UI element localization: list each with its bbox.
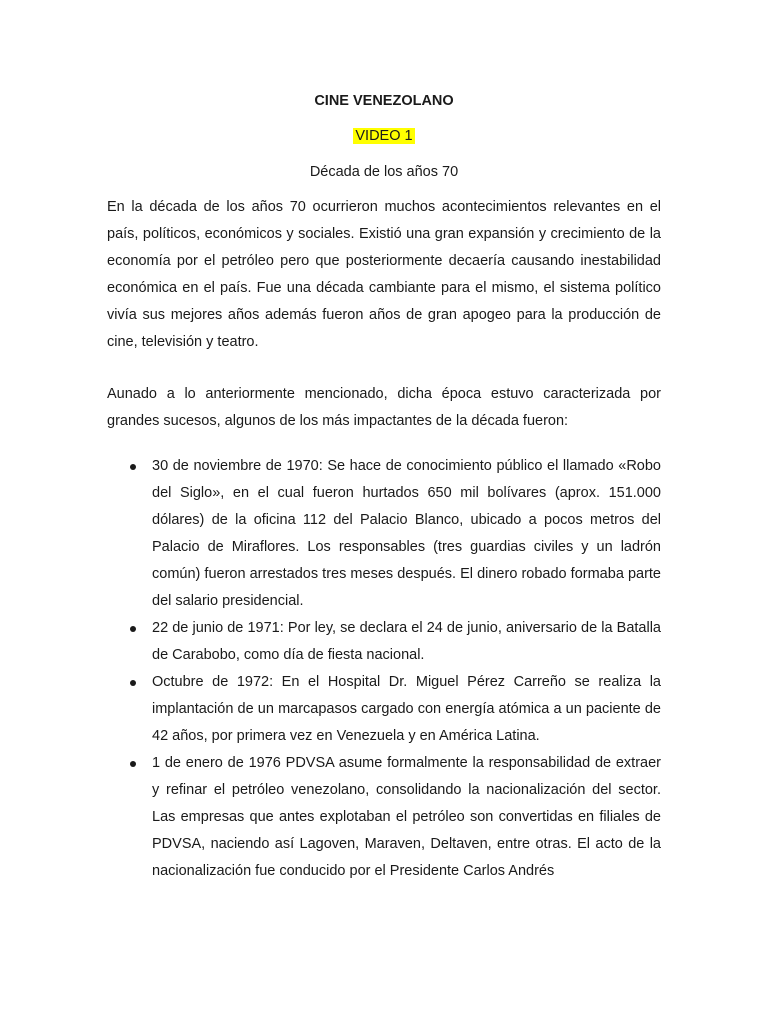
bullet-icon [130, 464, 136, 470]
event-text: 22 de junio de 1971: Por ley, se declara el 24 de junio, aniversario de la Batalla de Carabobo, como día de fiesta nacional. [152, 620, 661, 663]
event-text: 30 de noviembre de 1970: Se hace de conocimiento público el llamado «Robo del Siglo», en el cual fueron hurtados 650 mil bolívares (aprox. 151.000 dólares) de la oficina 112 del Palacio Blanco, ubicado a pocos metros del Palacio de Miraflores. Los responsables (tres guardias civiles y un ladrón común) fueron arrestados tres meses después. El dinero robado formaba parte del salario presidencial. [152, 458, 661, 609]
events-intro-paragraph: Aunado a lo anteriormente mencionado, dicha época estuvo caracterizada por grandes sucesos, algunos de los más impactantes de la década fueron: [107, 386, 661, 429]
list-item [107, 453, 661, 615]
bullet-icon [130, 680, 136, 686]
event-text: Octubre de 1972: En el Hospital Dr. Miguel Pérez Carreño se realiza la implantación de un marcapasos cargado con energía atómica a un paciente de 42 años, por primera vez en Venezuela y en América Latina. [152, 674, 661, 744]
event-text: 1 de enero de 1976 PDVSA asume formalmente la responsabilidad de extraer y refinar el petróleo venezolano, consolidando la nacionalización del sector. Las empresas que antes explotaban el petróleo son convertidas en filiales de PDVSA, naciendo así Lagoven, Maraven, Deltaven, entre otras. El acto de la nacionalización fue conducido por el Presidente Carlos Andrés [152, 755, 661, 879]
document-title: CINE VENEZOLANO [314, 93, 454, 109]
list-item [107, 750, 661, 885]
video-label: VIDEO 1 [355, 128, 413, 144]
events-list [107, 453, 661, 885]
list-item [107, 615, 661, 669]
decade-heading: Década de los años 70 [309, 164, 459, 180]
intro-paragraph: En la década de los años 70 ocurrieron muchos acontecimientos relevantes en el país, políticos, económicos y sociales. Existió una gran expansión y crecimiento de la economía por el petróleo pero que posteriormente decaería causando inestabilidad económica en el país. Fue una década cambiante para el mismo, el sistema político vivía sus mejores años además fueron años de gran apogeo para la producción de cine, televisión y teatro. [107, 199, 661, 350]
bullet-icon [130, 626, 136, 632]
bullet-icon [130, 761, 136, 767]
video-label-line [107, 126, 661, 146]
list-item [107, 669, 661, 750]
